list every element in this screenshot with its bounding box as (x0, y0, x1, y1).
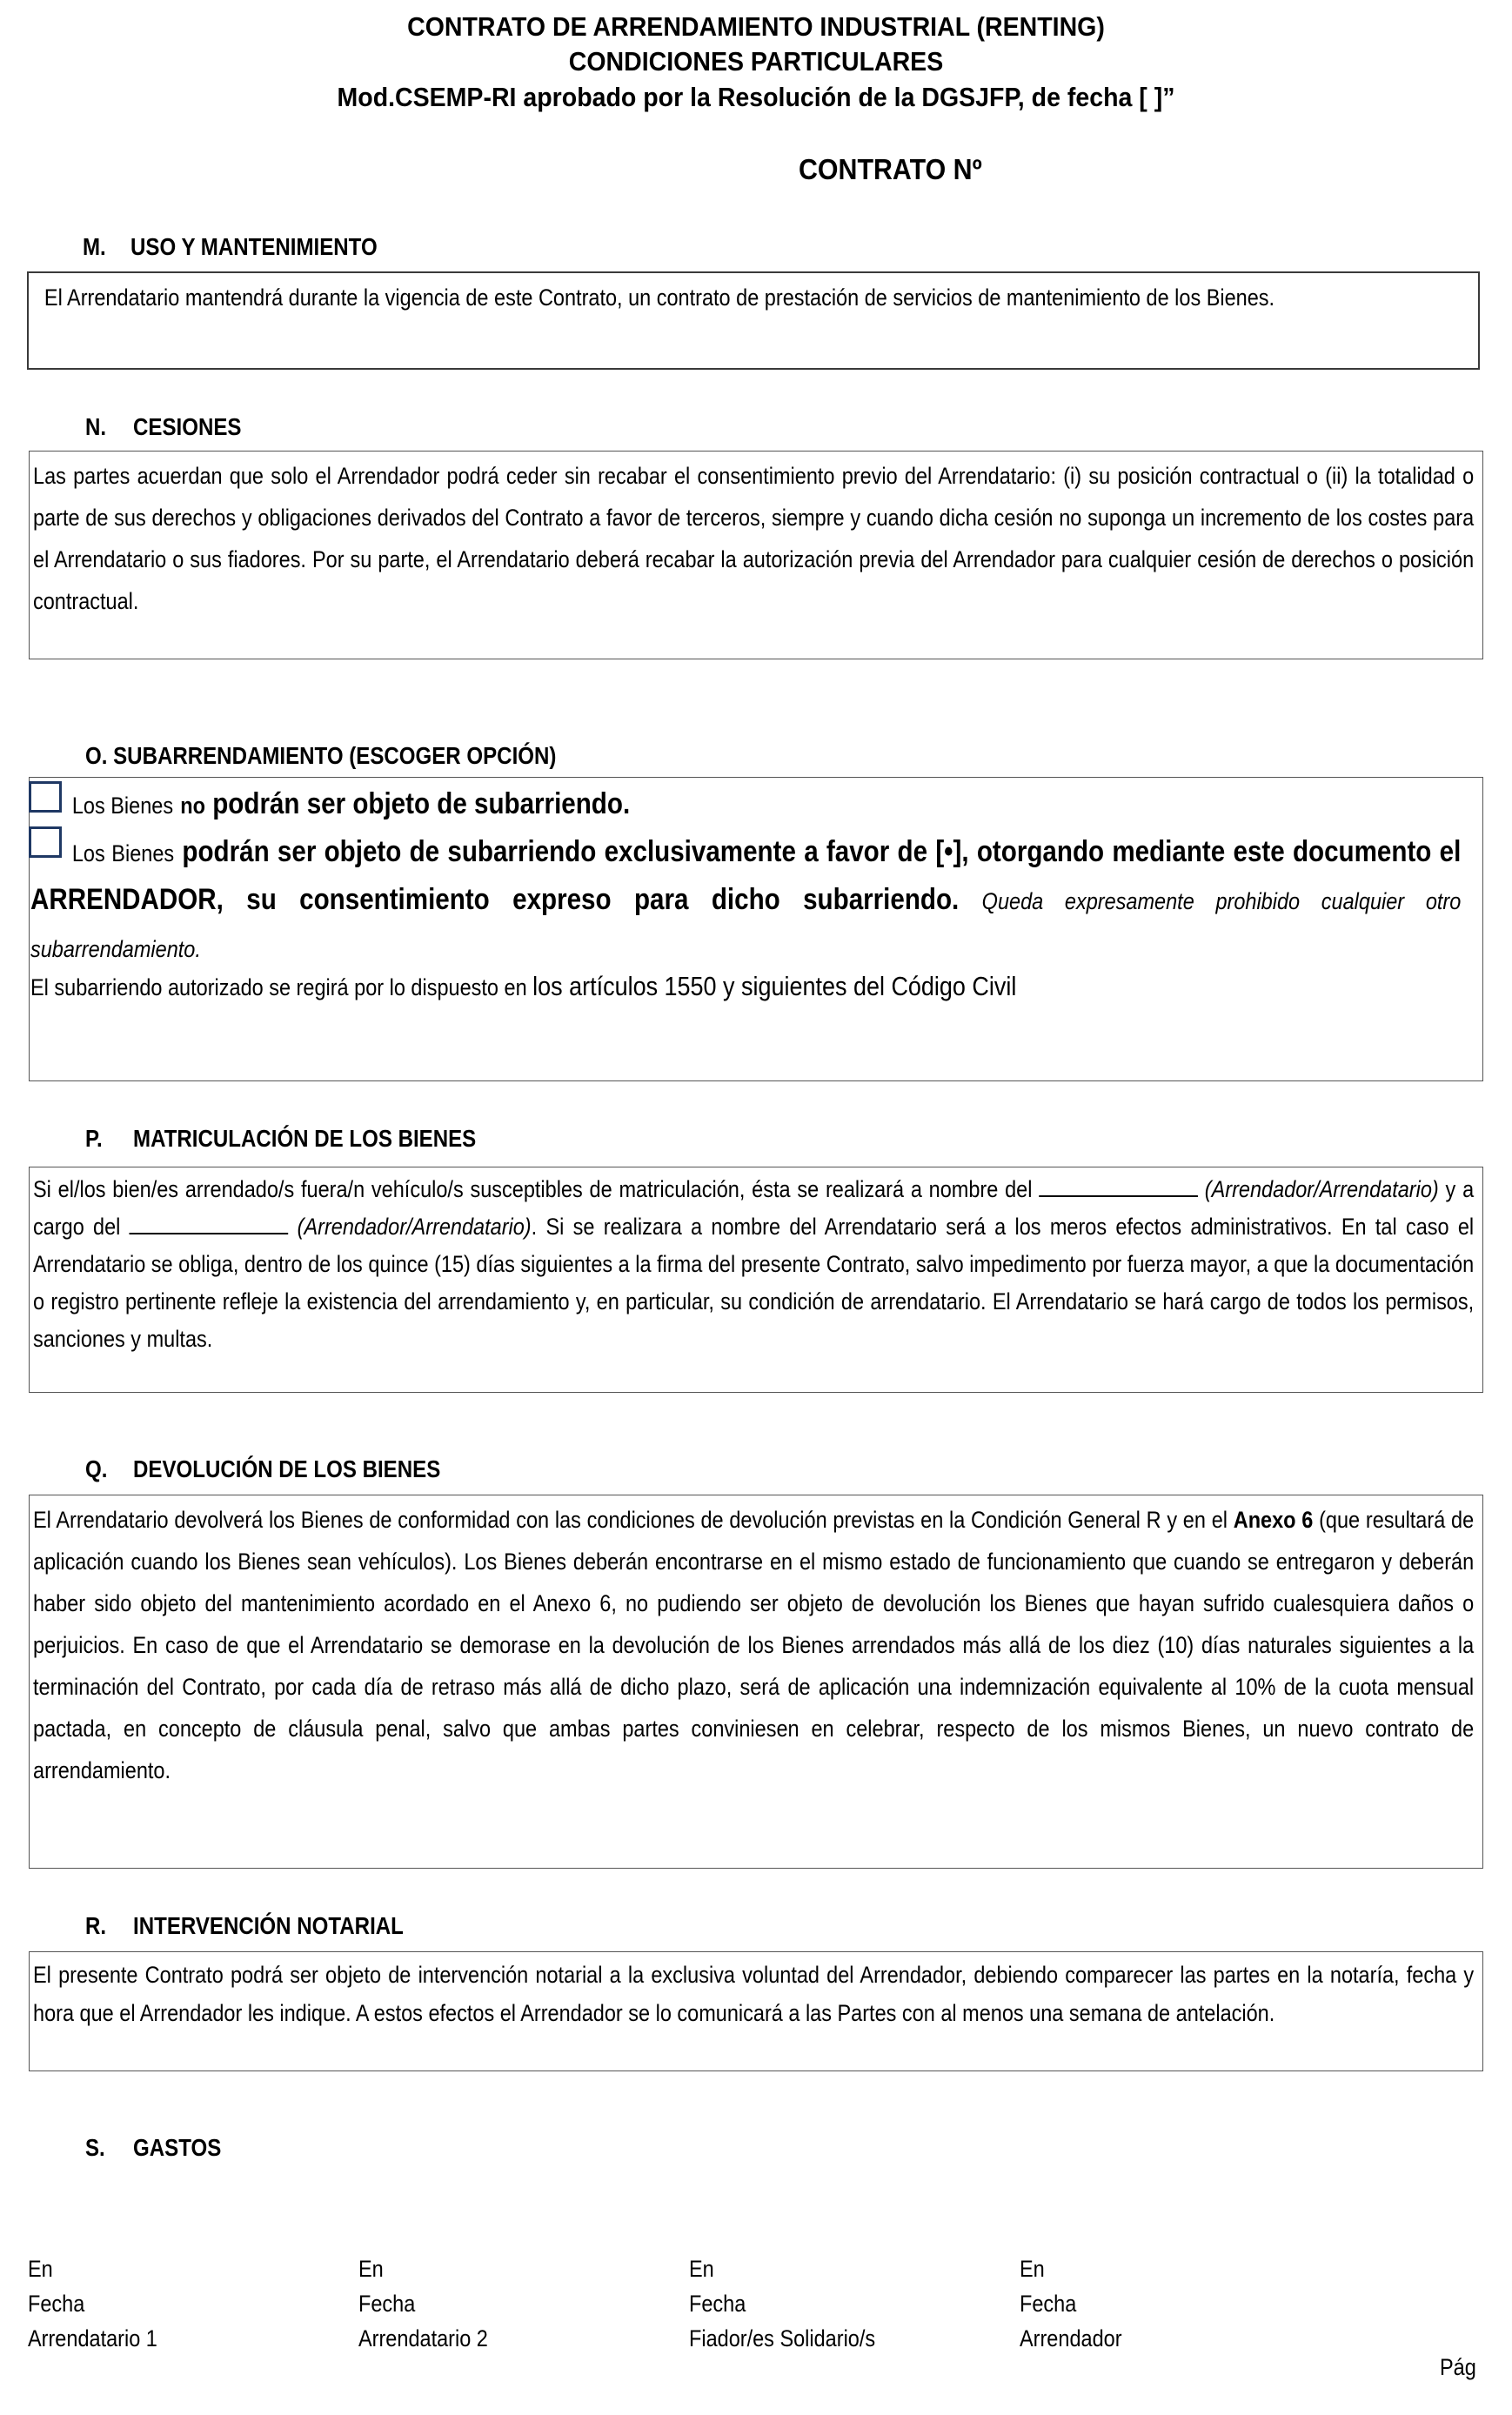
signature-party-label: Arrendatario 1 (28, 2325, 157, 2351)
section-r-letter: R. (85, 1912, 107, 1939)
signature-place-label: En (358, 2256, 384, 2282)
signature-date-label: Fecha (1020, 2291, 1077, 2317)
page-number-label: Pág (1440, 2354, 1476, 2380)
signature-block-arrendatario-2 (358, 2251, 488, 2356)
signature-place-label: En (28, 2256, 53, 2282)
section-n-heading (85, 412, 241, 442)
section-o-heading (85, 741, 556, 771)
section-r-box (29, 1951, 1483, 2071)
section-p-title: MATRICULACIÓN DE LOS BIENES (133, 1125, 477, 1152)
signature-party-label: Arrendatario 2 (358, 2325, 488, 2351)
section-q-letter: Q. (85, 1455, 108, 1482)
section-p-letter: P. (85, 1125, 103, 1152)
signature-block-arrendatario-1 (28, 2251, 157, 2356)
annex-6-reference: Anexo 6 (1233, 1507, 1314, 1533)
document-title: CONTRATO DE ARRENDAMIENTO INDUSTRIAL (RENTING) (407, 11, 1105, 42)
section-q-box (29, 1495, 1483, 1869)
section-s-title: GASTOS (133, 2134, 222, 2161)
section-r-text: El presente Contrato podrá ser objeto de intervención notarial a la exclusiva voluntad del Arrendador, debiendo comparecer las partes en la notaría, fecha y hora que el Arrendador les indique. A estos efectos el Arrendador se lo comunicará a las Partes con al menos una semana de antelación. (33, 1962, 1475, 2026)
signature-date-label: Fecha (28, 2291, 85, 2317)
section-p-text: Si el/los bien/es arrendado/s fuera/n vehículo/s susceptibles de matriculación, ésta se realizará a nombre del (Arrendador/Arrendatario) y a cargo del (Arrendador/Arrendatario). Si se realizara a nombre del Arrendatario será a los meros efectos administrativos. En tal caso el Arrendatario se obliga, dentro de los quince (15) días siguientes a la firma del presente Contrato, salvo impedimento por fuerza mayor, a que la documentación o registro pertinente refleje la existencia del arrendamiento y, en particular, su condición de arrendatario. El Arrendatario se hará cargo de todos los permisos, sanciones y multas. (33, 1171, 1478, 1358)
registration-holder-blank[interactable] (1039, 1173, 1198, 1197)
option-2-text: Los Bienes podrán ser objeto de subarriendo exclusivamente a favor de [•], otorgando mediante este documento el ARRENDADOR, su consentimiento expreso para dicho subarriendo. Queda expresamente prohibido cualquier otro subarrendamiento. (30, 835, 1462, 962)
section-m-letter: M. (83, 233, 106, 260)
section-q-text: El Arrendatario devolverá los Bienes de conformidad con las condiciones de devolución previstas en la Condición General R y en el Anexo 6 (que resultará de aplicación cuando los Bienes sean vehículos). Los Bienes deberán encontrarse en el mismo estado de funcionamiento que cuando se entregaron y deberán haber sido objeto del mantenimiento acordado en el Anexo 6, no pudiendo ser objeto de devolución los Bienes que hayan sufrido cualesquiera daños o perjuicios. En caso de que el Arrendatario se demorase en la devolución de los Bienes arrendados más allá de los diez (10) días naturales siguientes a la terminación del Contrato, por cada día de retraso más allá de dicho plazo, será de aplicación una indemnización equivalente al 10% de la cuota mensual pactada, en concepto de cláusula penal, salvo que ambas partes conviniesen en celebrar, respecto de los mismos Bienes, un nuevo contrato de arrendamiento. (33, 1507, 1475, 1783)
section-p-heading (85, 1124, 476, 1154)
section-p-box (29, 1167, 1483, 1393)
section-n-letter: N. (85, 413, 107, 440)
section-r-title: INTERVENCIÓN NOTARIAL (133, 1912, 404, 1939)
registration-cost-bearer-blank[interactable] (130, 1210, 289, 1234)
section-s-heading (85, 2133, 221, 2163)
signature-block-fiadores (689, 2251, 875, 2356)
section-q-title: DEVOLUCIÓN DE LOS BIENES (133, 1455, 441, 1482)
section-m-box (27, 271, 1480, 370)
section-m-heading (83, 232, 378, 262)
contract-number-label: CONTRATO Nº (799, 153, 982, 185)
section-q-heading (85, 1455, 440, 1484)
section-m-title: USO Y MANTENIMIENTO (130, 233, 378, 260)
section-o-options (30, 781, 1461, 973)
section-o-title: SUBARRENDAMIENTO (ESCOGER OPCIÓN) (113, 742, 557, 769)
section-r-heading (85, 1911, 404, 1941)
document-subtitle: CONDICIONES PARTICULARES (568, 46, 944, 77)
signature-place-label: En (689, 2256, 714, 2282)
section-o-letter: O. (85, 742, 108, 769)
option-1-text: Los Bienes no podrán ser objeto de subarriendo. (71, 787, 631, 820)
signature-party-label: Fiador/es Solidario/s (689, 2325, 876, 2351)
section-o-closing-text: El subarriendo autorizado se regirá por lo dispuesto en los artículos 1550 y siguientes del Código Civil (30, 971, 1017, 1001)
signature-date-label: Fecha (358, 2291, 416, 2317)
signature-block-arrendador (1020, 2251, 1122, 2356)
document-model-reference: Mod.CSEMP-RI aprobado por la Resolución de la DGSJFP, de fecha [ ]” (337, 82, 1175, 112)
section-n-box (29, 451, 1483, 659)
section-n-title: CESIONES (133, 413, 242, 440)
signature-party-label: Arrendador (1020, 2325, 1122, 2351)
section-n-text: Las partes acuerdan que solo el Arrendador podrá ceder sin recabar el consentimiento previo del Arrendatario: (i) su posición contractual o (ii) la totalidad o parte de sus derechos y obligaciones derivados del Contrato a favor de terceros, siempre y cuando dicha cesión no suponga un incremento de los costes para el Arrendatario o sus fiadores. Por su parte, el Arrendatario deberá recabar la autorización previa del Arrendador para cualquier cesión de derechos o posición contractual. (33, 463, 1475, 614)
signature-date-label: Fecha (689, 2291, 746, 2317)
signature-place-label: En (1020, 2256, 1045, 2282)
section-s-letter: S. (85, 2134, 105, 2161)
section-m-text: El Arrendatario mantendrá durante la vigencia de este Contrato, un contrato de prestación de servicios de mantenimiento de los Bienes. (43, 284, 1275, 311)
